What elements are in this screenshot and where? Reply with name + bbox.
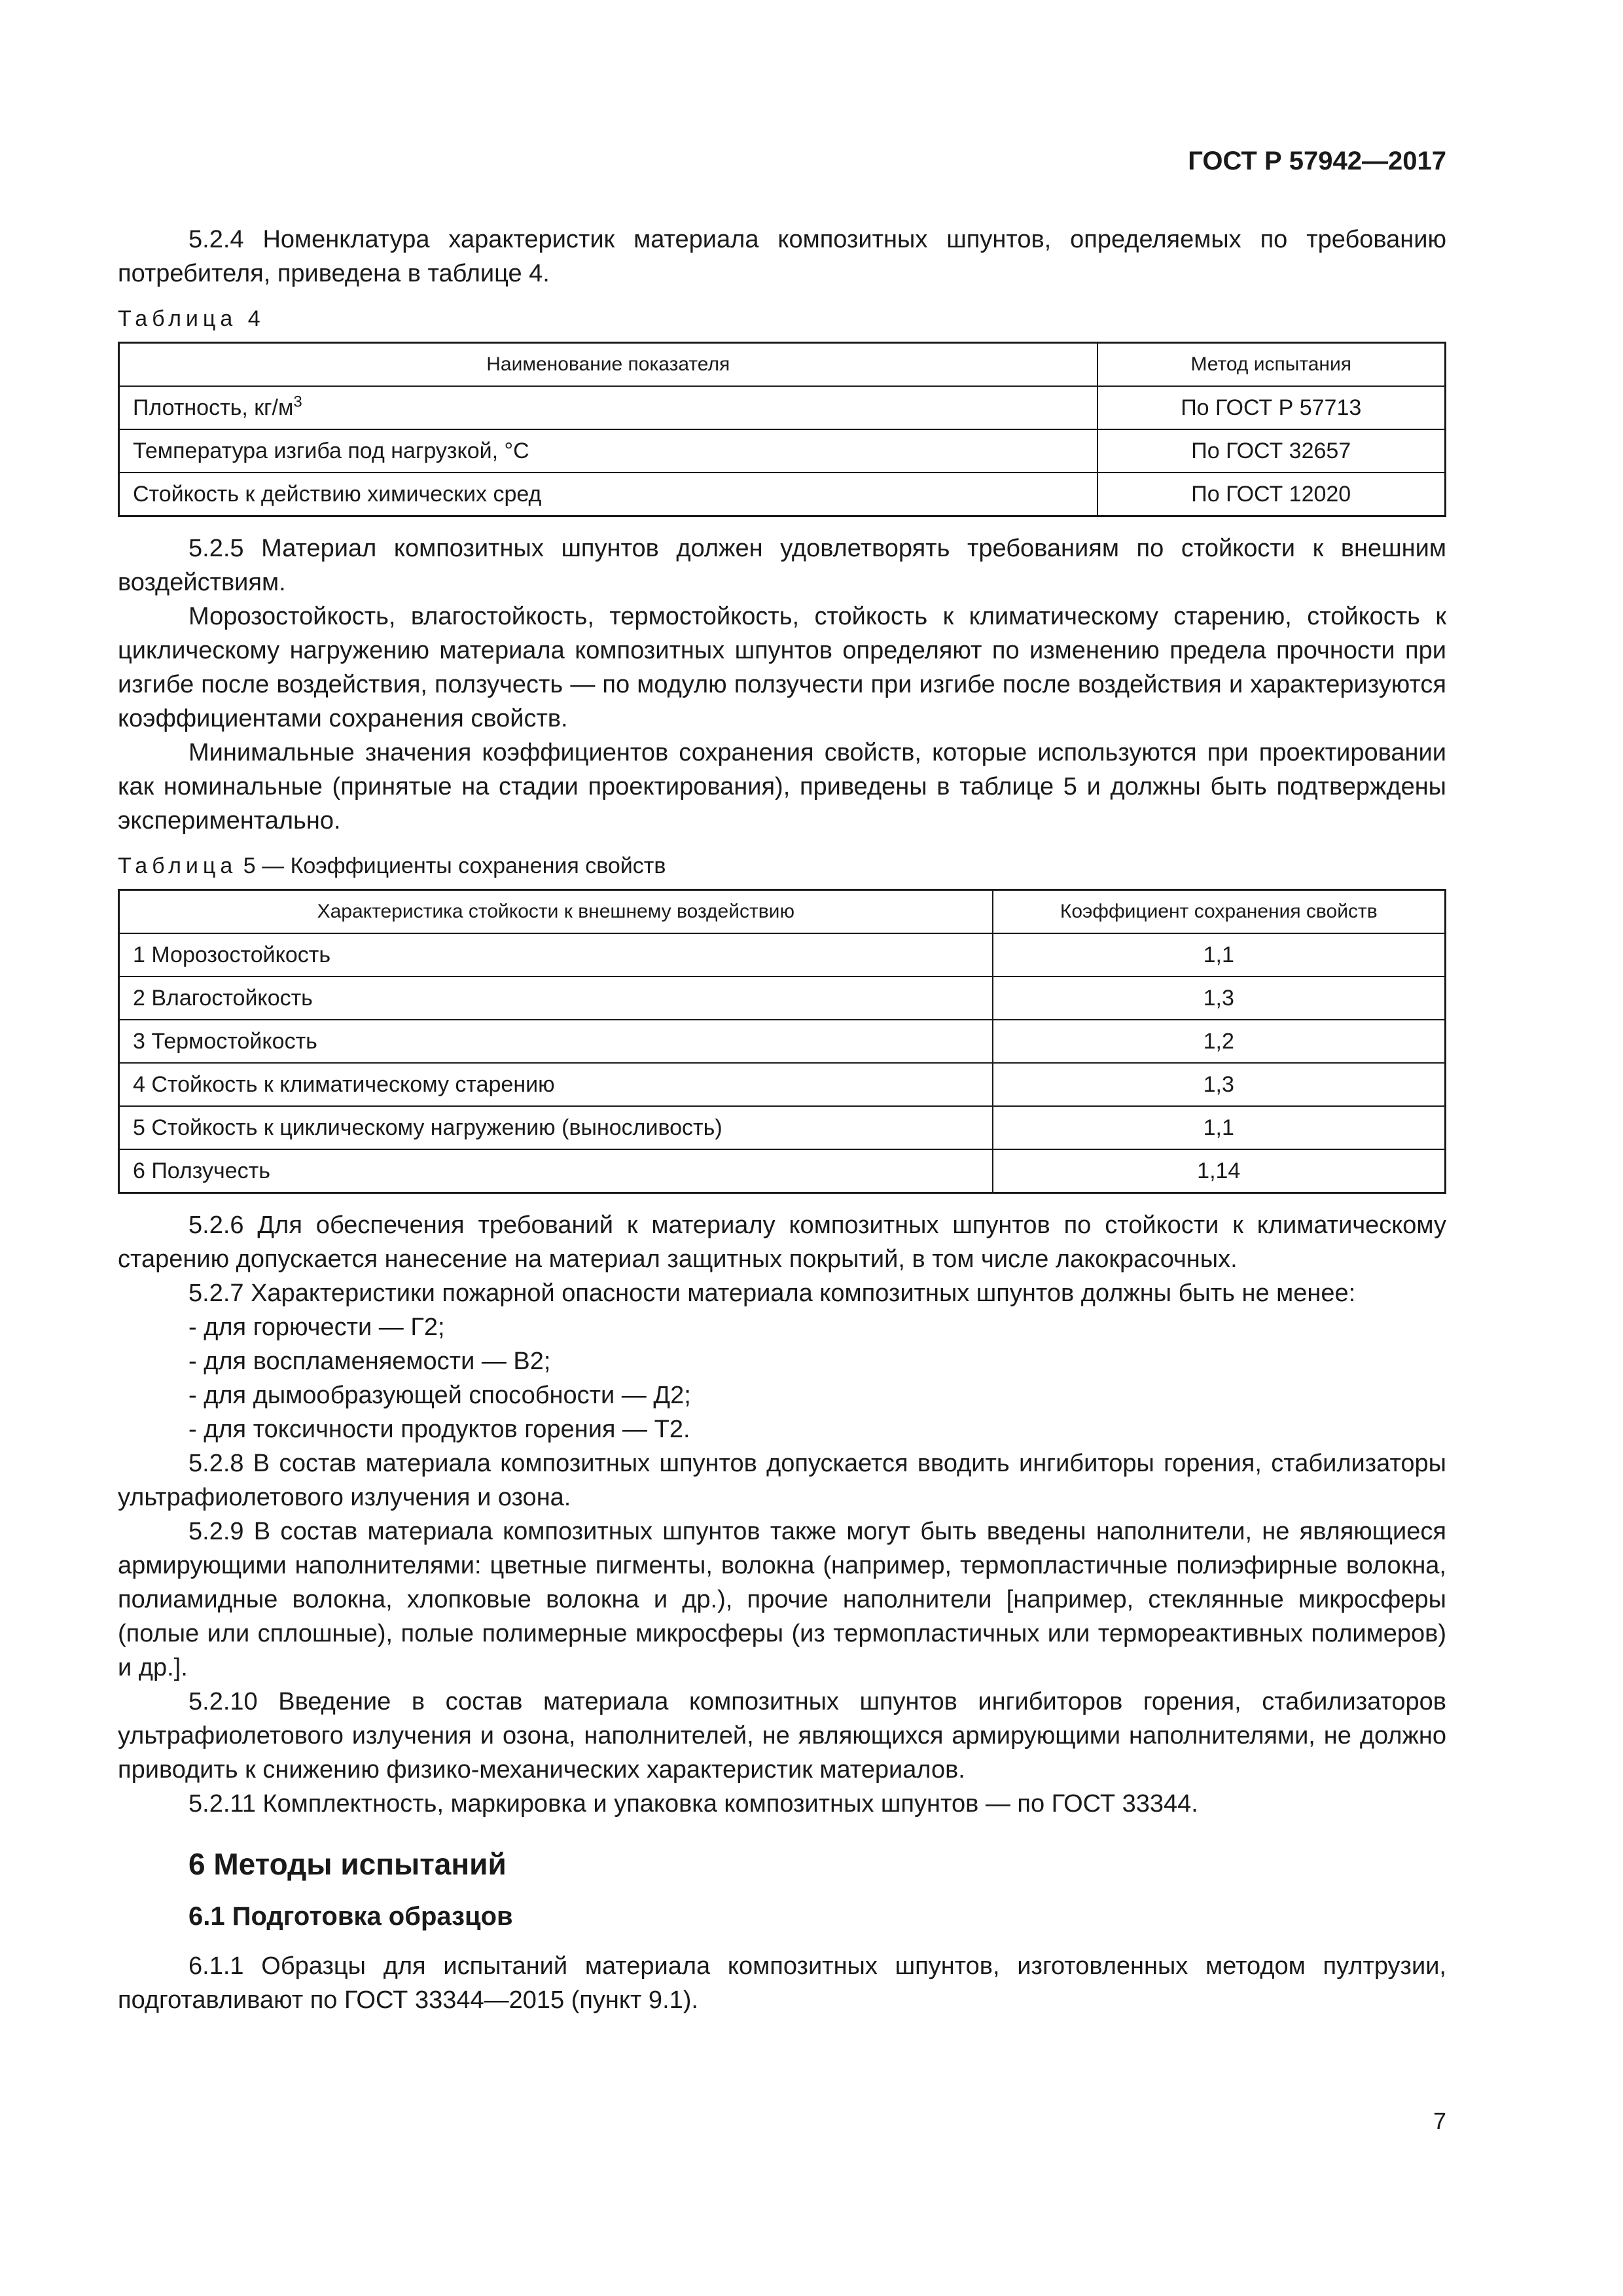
list-item: - для токсичности продуктов горения — Т2.	[188, 1416, 690, 1443]
table-cell-name: 3 Термостойкость	[119, 1020, 993, 1063]
paragraph-5-2-10: 5.2.10 Введение в состав материала композитных шпунтов ингибиторов горения, стабилизаторов ультрафиолетового излучения и озона, наполнителей, не являющихся армирующими наполнителями, не должно приводить к снижению физико-механических характеристик материалов.	[118, 1688, 1446, 1784]
subsection-6-1-title: 6.1 Подготовка образцов	[188, 1902, 513, 1931]
table-row	[119, 1149, 1446, 1193]
paragraph-5-2-7: 5.2.7 Характеристики пожарной опасности материала композитных шпунтов должны быть не менее:	[188, 1280, 1356, 1307]
paragraph-6-1-1: 6.1.1 Образцы для испытаний материала композитных шпунтов, изготовленных методом пултрузии, подготавливают по ГОСТ 33344—2015 (пункт 9.1).	[118, 1952, 1446, 2014]
table-cell-name: 1 Морозостойкость	[119, 933, 993, 977]
paragraph-5-2-6: 5.2.6 Для обеспечения требований к материалу композитных шпунтов по стойкости к климатическому старению допускается нанесение на материал защитных покрытий, в том числе лакокрасочных.	[118, 1211, 1446, 1273]
table-header-cell: Метод испытания	[1097, 343, 1446, 387]
table-row	[119, 1020, 1446, 1063]
table-4-caption: Таблица 4	[118, 306, 265, 331]
list-item: - для горючести — Г2;	[188, 1314, 445, 1341]
paragraph-5-2-4: 5.2.4 Номенклатура характеристик материала композитных шпунтов, определяемых по требованию потребителя, приведена в таблице 4.	[118, 226, 1446, 287]
section-6-title: 6 Методы испытаний	[188, 1847, 507, 1881]
paragraph-5-2-5-b: Морозостойкость, влагостойкость, термостойкость, стойкость к климатическому старению, стойкость к циклическому нагружению материала композитных шпунтов определяют по изменению предела прочности при изгибе после воздействия, ползучесть — по модулю ползучести при изгибе после воздействия и характеризуются коэффициентами сохранения свойств.	[118, 603, 1446, 732]
list-item: - для дымообразующей способности — Д2;	[188, 1382, 691, 1409]
table-4	[118, 342, 1446, 517]
document-code: ГОСТ Р 57942—2017	[1188, 147, 1446, 175]
paragraph-5-2-5-c: Минимальные значения коэффициентов сохранения свойств, которые используются при проектировании как номинальные (принятые на стадии проектирования), приведены в таблице 5 и должны быть подтверждены экспериментально.	[118, 739, 1446, 834]
table-cell-value: 1,2	[993, 1020, 1446, 1063]
table-cell-method: По ГОСТ 12020	[1097, 473, 1446, 516]
table-cell-name: 6 Ползучесть	[119, 1149, 993, 1193]
table-row	[119, 429, 1446, 473]
page-number: 7	[1433, 2108, 1446, 2134]
table-5-caption: Таблица 5 — Коэффициенты сохранения свойств	[118, 853, 666, 878]
table-cell-value: 1,3	[993, 977, 1446, 1020]
paragraph-5-2-11: 5.2.11 Комплектность, маркировка и упаковка композитных шпунтов — по ГОСТ 33344.	[188, 1790, 1198, 1818]
table-row	[119, 1106, 1446, 1149]
table-header-cell: Характеристика стойкости к внешнему воздействию	[119, 890, 993, 934]
table-header-cell: Наименование показателя	[119, 343, 1097, 387]
paragraph-5-2-9: 5.2.9 В состав материала композитных шпунтов также могут быть введены наполнители, не являющиеся армирующими наполнителями: цветные пигменты, волокна (например, термопластичные полиэфирные волокна, полиамидные волокна, хлопковые волокна и др.), прочие наполнители [например, стеклянные микросферы (полые или сплошные), полые полимерные микросферы (из термопластичных или термореактивных полимеров) и др.].	[118, 1518, 1446, 1681]
table-cell-method: По ГОСТ Р 57713	[1097, 386, 1446, 429]
table-row	[119, 933, 1446, 977]
table-header-row	[119, 343, 1446, 387]
table-row	[119, 473, 1446, 516]
table-cell-name: 5 Стойкость к циклическому нагружению (выносливость)	[119, 1106, 993, 1149]
table-cell-value: 1,3	[993, 1063, 1446, 1106]
paragraph-5-2-5: 5.2.5 Материал композитных шпунтов должен удовлетворять требованиям по стойкости к внешним воздействиям.	[118, 535, 1446, 596]
table-cell-name: 4 Стойкость к климатическому старению	[119, 1063, 993, 1106]
table-row	[119, 977, 1446, 1020]
page-content	[118, 223, 1446, 2017]
table-cell-method: По ГОСТ 32657	[1097, 429, 1446, 473]
paragraph-5-2-8: 5.2.8 В состав материала композитных шпунтов допускается вводить ингибиторы горения, стабилизаторы ультрафиолетового излучения и озона.	[118, 1450, 1446, 1511]
table-header-row	[119, 890, 1446, 934]
table-cell-name: Стойкость к действию химических сред	[119, 473, 1097, 516]
table-header-cell: Коэффициент сохранения свойств	[993, 890, 1446, 934]
table-5	[118, 889, 1446, 1194]
list-item: - для воспламеняемости — В2;	[188, 1348, 551, 1375]
table-cell-name: 2 Влагостойкость	[119, 977, 993, 1020]
table-row	[119, 1063, 1446, 1106]
table-cell-value: 1,1	[993, 933, 1446, 977]
table-cell-value: 1,1	[993, 1106, 1446, 1149]
table-row	[119, 386, 1446, 429]
table-cell-value: 1,14	[993, 1149, 1446, 1193]
table-cell-name: Плотность, $кг/м^3$	[119, 386, 1097, 429]
table-cell-name: Температура изгиба под нагрузкой, °С	[119, 429, 1097, 473]
